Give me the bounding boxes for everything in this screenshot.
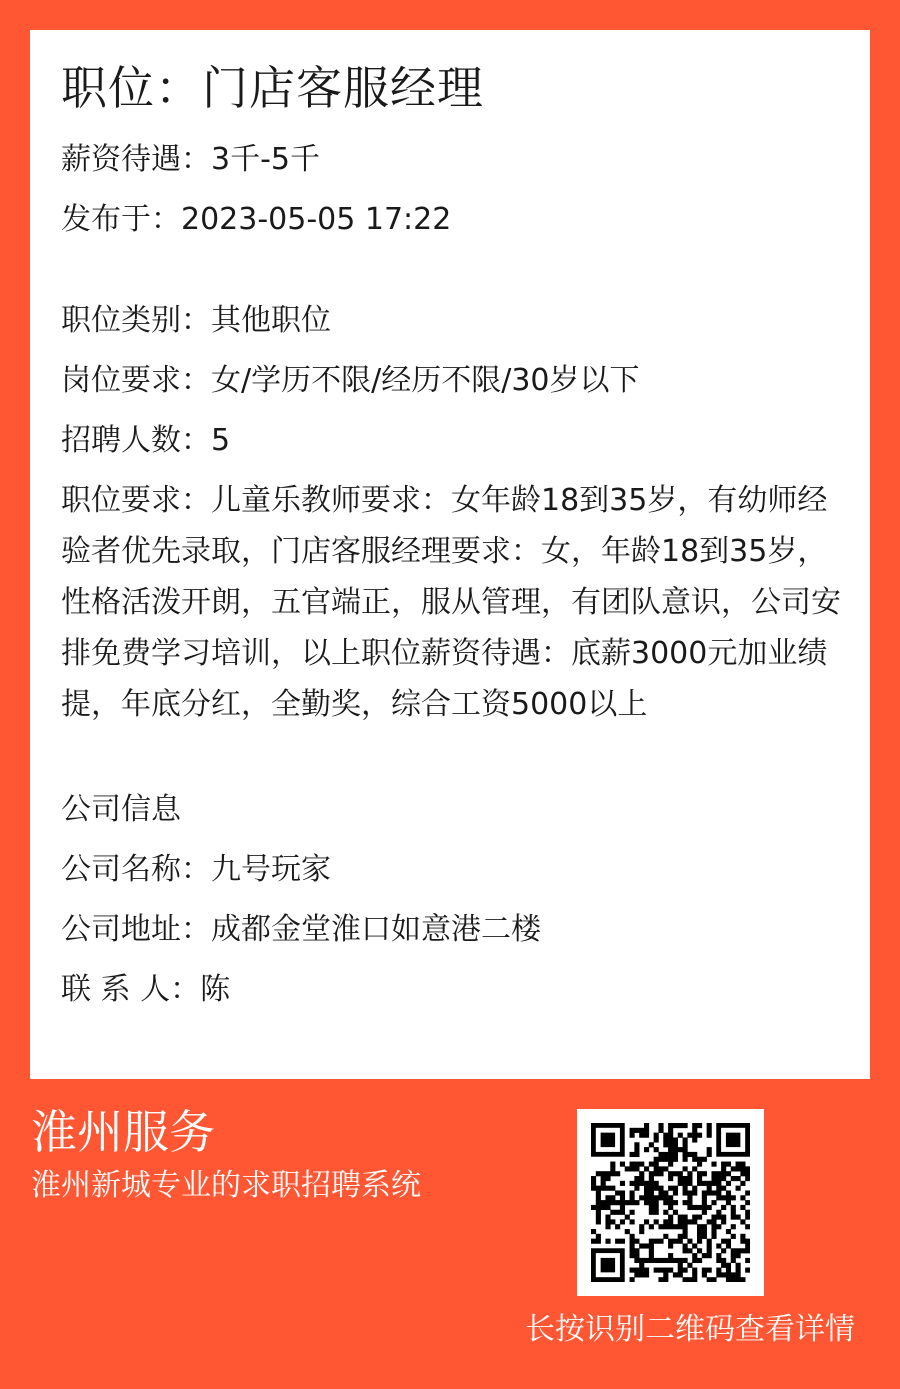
brand-title: 淮州服务 <box>31 1105 215 1159</box>
qr-code-graphic <box>591 1123 750 1282</box>
job-requirements-summary: 岗位要求：女/学历不限/经历不限/30岁以下 <box>61 363 640 398</box>
qr-hint-text: 长按识别二维码查看详情 <box>525 1312 855 1347</box>
company-contact: 联 系 人：陈 <box>61 972 231 1007</box>
job-description: 职位要求：儿童乐教师要求：女年龄18到35岁，有幼师经验者优先录取，门店客服经理要求：女，年龄18到35岁，性格活泼开朗，五官端正，服从管理，有团队意识，公司安排免费学习培训，以上职位薪资待遇：底薪3000元加业绩提，年底分红，全勤奖，综合工资5000以上 <box>61 483 841 722</box>
company-address: 公司地址：成都金堂淮口如意港二楼 <box>61 912 541 947</box>
spacer <box>61 250 838 291</box>
company-section-title: 公司信息 <box>61 792 181 827</box>
job-title: 职位：门店客服经理 <box>61 61 484 115</box>
company-name: 公司名称：九号玩家 <box>61 852 331 887</box>
job-card <box>30 30 870 1079</box>
qr-code-icon[interactable] <box>577 1109 764 1296</box>
headcount: 招聘人数：5 <box>61 423 231 458</box>
job-category: 职位类别：其他职位 <box>61 303 331 338</box>
brand-slogan: 淮州新城专业的求职招聘系统 <box>31 1168 421 1203</box>
posted-date: 发布于：2023-05-05 17:22 <box>61 202 452 237</box>
spacer <box>61 730 838 780</box>
salary: 薪资待遇：3千-5千 <box>61 142 320 177</box>
